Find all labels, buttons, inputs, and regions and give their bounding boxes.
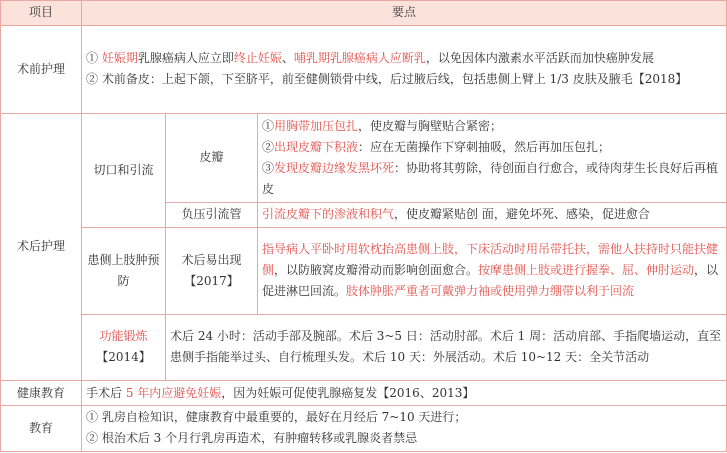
postop-edema-row bbox=[1, 227, 727, 314]
edu-item-1: ① 乳房自检知识，健康教育中最重要的，最好在月经后 7~10 天进行； bbox=[86, 410, 467, 425]
exercise-label: 功能锻炼 【2014】 bbox=[82, 314, 166, 381]
flap-item-1: ①用胸带加压包扎，使皮瓣与胸壁贴合紧密； bbox=[262, 118, 503, 133]
edu-content bbox=[82, 405, 727, 451]
edema-content: 指导病人平卧时用软枕抬高患侧上肢，下床活动时用吊带托扶，需他人扶持时只能扶健侧，以防腋窝皮瓣滑动而影响创面愈合。按摩患侧上肢或进行握拳、屈、伸肘运动，以促进淋巴回流。肢体肿胀严重者可戴弹力袖或使用弹力绷带以利于回流 bbox=[258, 227, 727, 314]
edema-sub: 术后易出现 【2017】 bbox=[166, 227, 258, 314]
postop-exercise-row bbox=[1, 314, 727, 381]
preop-item-1: ① 妊娠期乳腺癌病人应立即终止妊娠、哺乳期乳腺癌病人应断乳，以免因体内激素水平活跃而加快癌肿发展 bbox=[86, 51, 654, 66]
health-row bbox=[1, 381, 727, 406]
header-row bbox=[1, 1, 727, 26]
drain-content: 引流皮瓣下的渗液和积气，使皮瓣紧贴创 面，避免坏死、感染，促进愈合 bbox=[258, 202, 727, 227]
health-content: 手术后 5 年内应避免妊娠，因为妊娠可促使乳腺癌复发【2016、2013】 bbox=[82, 381, 727, 406]
health-label: 健康教育 bbox=[1, 381, 82, 406]
postop-flap-row bbox=[1, 113, 727, 202]
header-points: 要点 bbox=[82, 1, 727, 26]
edu-label: 教育 bbox=[1, 405, 82, 451]
edema-label: 患侧上肢肿预防 bbox=[82, 227, 166, 314]
postop-label: 术后护理 bbox=[1, 113, 82, 381]
edu-row bbox=[1, 405, 727, 451]
flap-item-3: ③发现皮瓣边缘发黑坏死：协助将其剪除，待创面自行愈合，或待肉芽生长良好后再植皮 bbox=[262, 160, 719, 196]
flap-content bbox=[258, 113, 727, 202]
flap-label: 皮瓣 bbox=[166, 113, 258, 202]
incision-label: 切口和引流 bbox=[82, 113, 166, 227]
preop-label: 术前护理 bbox=[1, 25, 82, 113]
preop-content bbox=[82, 25, 727, 113]
drain-label: 负压引流管 bbox=[166, 202, 258, 227]
flap-item-2: ②出现皮瓣下积液：应在无菌操作下穿刺抽吸，然后再加压包扎； bbox=[262, 139, 611, 154]
preop-row bbox=[1, 25, 727, 113]
preop-item-2: ② 术前备皮：上起下颌，下至脐平，前至健侧锁骨中线，后过腋后线，包括患侧上臂上 1/3 皮肤及腋毛【2018】 bbox=[86, 72, 688, 87]
exercise-content: 术后 24 小时：活动手部及腕部。术后 3~5 日：活动肘部。术后 1 周：活动肩部、手指爬墙运动，直至患侧手指能举过头、自行梳理头发。术后 10 天：外展活动。术后 10~12 天：全关节活动 bbox=[166, 314, 727, 381]
edu-item-2: ② 根治术后 3 个月行乳房再造术，有肿瘤转移或乳腺炎者禁忌 bbox=[86, 431, 418, 446]
header-item: 项目 bbox=[1, 1, 82, 26]
